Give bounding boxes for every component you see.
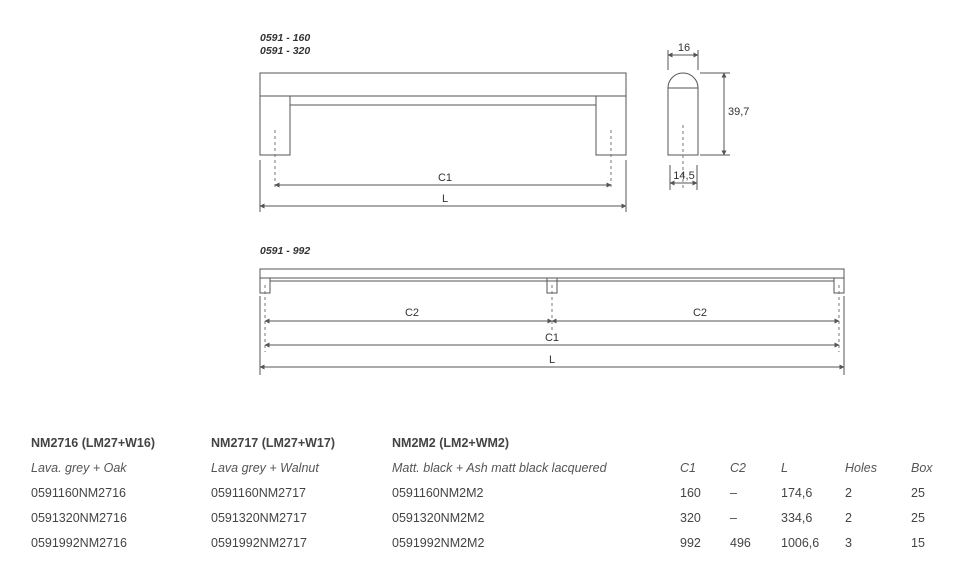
column-header-c1: C1 — [680, 461, 696, 475]
dim-c1-long-label: C1 — [544, 332, 560, 344]
dim-l-long-label: L — [548, 354, 556, 366]
table-cell-c1: 160 — [680, 486, 701, 500]
table-cell-code: 0591160NM2717 — [211, 486, 306, 500]
table-cell-c2: – — [730, 486, 737, 500]
column-header-box: Box — [911, 461, 933, 475]
handle-front-view — [260, 32, 626, 212]
product-finish-2: Lava grey + Walnut — [211, 461, 319, 475]
column-header-l: L — [781, 461, 788, 475]
side-profile — [668, 73, 698, 155]
table-cell-c2: 496 — [730, 536, 751, 550]
long-handle-bar — [260, 269, 844, 278]
table-cell-box: 25 — [911, 511, 925, 525]
table-cell-holes: 3 — [845, 536, 852, 550]
table-cell-l: 334,6 — [781, 511, 813, 525]
dim-base-label: 14,5 — [673, 170, 695, 182]
product-heading-2: NM2717 (LM27+W17) — [211, 436, 335, 450]
table-cell-holes: 2 — [845, 511, 852, 525]
product-finish-3: Matt. black + Ash matt black lacquered — [392, 461, 607, 475]
table-cell-code: 0591160NM2M2 — [392, 486, 484, 500]
table-cell-l: 1006,6 — [781, 536, 820, 550]
left-leg — [260, 96, 290, 155]
column-header-c2: C2 — [730, 461, 746, 475]
column-header-holes: Holes — [845, 461, 877, 475]
table-cell-code: 0591992NM2M2 — [392, 536, 485, 550]
table-cell-holes: 2 — [845, 486, 852, 500]
dim-width-label: 16 — [677, 42, 691, 54]
model-code-160: 0591 - 160 — [260, 32, 311, 44]
dim-c2-left-label: C2 — [404, 307, 420, 319]
product-heading-1: NM2716 (LM27+W16) — [31, 436, 155, 450]
handle-side-view — [668, 42, 749, 190]
right-leg — [596, 96, 626, 155]
table-cell-code: 0591160NM2716 — [31, 486, 126, 500]
table-cell-box: 25 — [911, 486, 925, 500]
table-cell-l: 174,6 — [781, 486, 813, 500]
table-cell-code: 0591992NM2717 — [211, 536, 307, 550]
table-cell-code: 0591320NM2717 — [211, 511, 307, 525]
model-code-320: 0591 - 320 — [260, 45, 311, 57]
handle-992-view — [260, 245, 844, 375]
model-code-992: 0591 - 992 — [260, 245, 311, 257]
table-cell-code: 0591320NM2716 — [31, 511, 127, 525]
product-finish-1: Lava. grey + Oak — [31, 461, 127, 475]
dim-height-label: 39,7 — [728, 106, 750, 118]
dim-c1-label: C1 — [437, 172, 453, 184]
table-cell-c1: 320 — [680, 511, 701, 525]
table-cell-c2: – — [730, 511, 737, 525]
dim-l-label: L — [441, 193, 449, 205]
dim-c2-right-label: C2 — [692, 307, 708, 319]
table-cell-box: 15 — [911, 536, 925, 550]
table-cell-code: 0591320NM2M2 — [392, 511, 485, 525]
handle-bar — [260, 73, 626, 96]
product-heading-3: NM2M2 (LM2+WM2) — [392, 436, 510, 450]
table-cell-code: 0591992NM2716 — [31, 536, 127, 550]
table-cell-c1: 992 — [680, 536, 701, 550]
